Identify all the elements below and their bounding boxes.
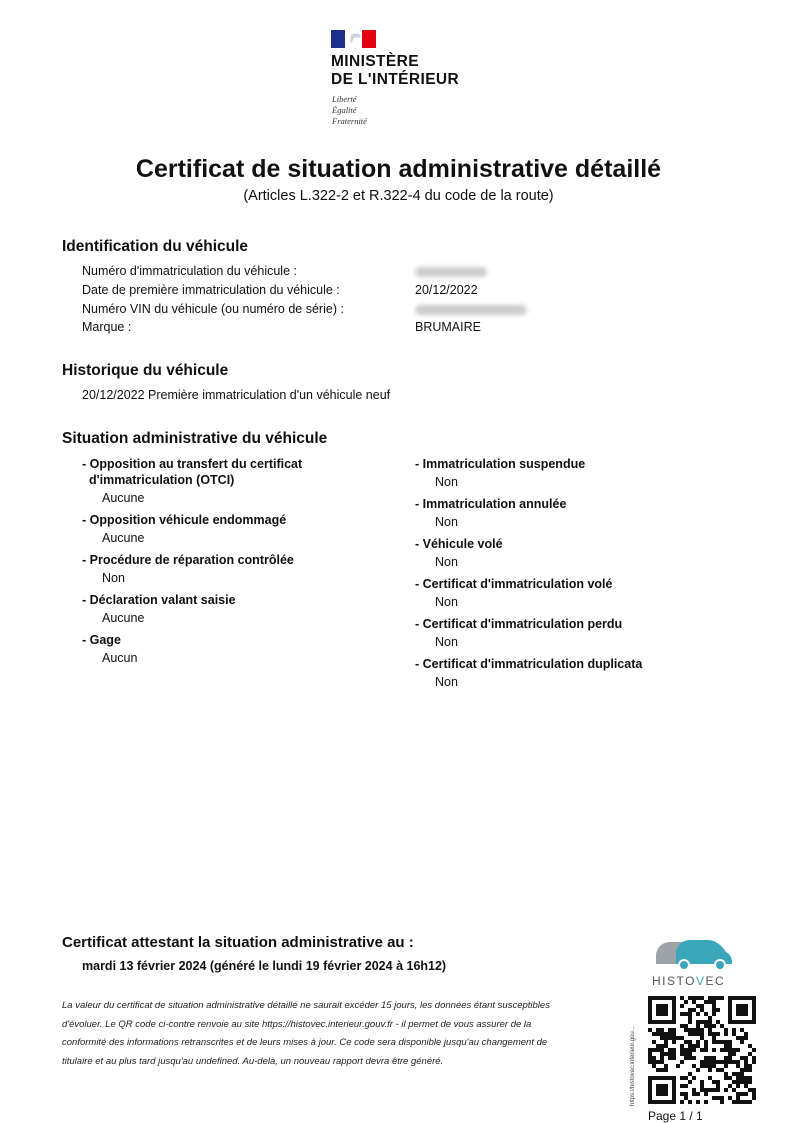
- vin-label: Numéro VIN du véhicule (ou numéro de série) :: [82, 302, 344, 316]
- page-number: Page 1 / 1: [648, 1109, 703, 1123]
- vin-value-redacted: [415, 304, 527, 318]
- situation-item-pledge: - Gage: [82, 633, 121, 647]
- situation-item-otci-value: Aucune: [102, 491, 145, 505]
- situation-item-damaged-value: Aucune: [102, 531, 145, 545]
- situation-item-suspended-value: Non: [435, 475, 458, 489]
- situation-section-title: Situation administrative du véhicule: [62, 430, 328, 447]
- republique-francaise-flag: [331, 30, 376, 48]
- document-subtitle: (Articles L.322-2 et R.322-4 du code de la route): [243, 188, 554, 204]
- situation-item-duplicate: - Certificat d'immatriculation duplicata: [415, 657, 643, 671]
- situation-item-repair-value: Non: [102, 571, 125, 585]
- situation-item-suspended: - Immatriculation suspendue: [415, 457, 586, 471]
- republic-motto: Liberté Égalité Fraternité: [332, 94, 367, 126]
- situation-item-damaged: - Opposition véhicule endommagé: [82, 513, 287, 527]
- first-registration-date-value: 20/12/2022: [415, 283, 478, 297]
- situation-item-pledge-value: Aucun: [102, 651, 138, 665]
- marianne-icon: [347, 32, 365, 46]
- situation-item-stolen-certificate: - Certificat d'immatriculation volé: [415, 577, 613, 591]
- disclaimer-text: La valeur du certificat de situation administrative détaillé ne saurait excéder 15 jours, les données étant susceptibles d'évoluer. Le QR code ci-contre renvoie au site https://histovec.interieur.gouv.fr - il permet de vous assurer de la conformité des informations retranscrites et de leurs mises à jour. Ce code sera disponible jusqu'au changement de titulaire et au plus tard jusqu'au undefined. Au-delà, un nouveau rapport devra être généré.: [62, 1000, 550, 1067]
- situation-item-stolen-certificate-value: Non: [435, 595, 458, 609]
- certificate-date: mardi 13 février 2024 (généré le lundi 19 février 2024 à 16h12): [82, 959, 447, 973]
- first-registration-date-label: Date de première immatriculation du véhicule :: [82, 283, 340, 297]
- situation-item-otci: - Opposition au transfert du certificat d'immatriculation (OTCI): [82, 457, 303, 487]
- qr-code[interactable]: [648, 996, 756, 1104]
- situation-item-cancelled: - Immatriculation annulée: [415, 497, 567, 511]
- brand-value: BRUMAIRE: [415, 320, 481, 334]
- histovec-car-icon: [650, 934, 734, 974]
- situation-item-repair: - Procédure de réparation contrôlée: [82, 553, 294, 567]
- history-entry: 20/12/2022 Première immatriculation d'un véhicule neuf: [82, 388, 391, 402]
- situation-item-seizure-value: Aucune: [102, 611, 145, 625]
- situation-item-duplicate-value: Non: [435, 675, 458, 689]
- brand-label: Marque :: [82, 320, 132, 334]
- certificate-title: Certificat attestant la situation administrative au :: [62, 934, 414, 951]
- ministry-name: MINISTÈRE DE L'INTÉRIEUR: [331, 53, 460, 88]
- history-section-title: Historique du véhicule: [62, 362, 229, 379]
- situation-item-lost-certificate: - Certificat d'immatriculation perdu: [415, 617, 623, 631]
- qr-url-vertical: https://histovec.interieur.gou...: [630, 1026, 636, 1106]
- situation-item-cancelled-value: Non: [435, 515, 458, 529]
- situation-item-seizure: - Déclaration valant saisie: [82, 593, 236, 607]
- identification-section-title: Identification du véhicule: [62, 238, 249, 255]
- document-title: Certificat de situation administrative détaillé: [135, 155, 662, 183]
- situation-item-stolen-vehicle: - Véhicule volé: [415, 537, 503, 551]
- registration-number-value-redacted: [415, 266, 487, 280]
- situation-item-stolen-vehicle-value: Non: [435, 555, 458, 569]
- histovec-brand: HISTOVEC: [652, 974, 726, 988]
- registration-number-label: Numéro d'immatriculation du véhicule :: [82, 264, 297, 278]
- situation-item-lost-certificate-value: Non: [435, 635, 458, 649]
